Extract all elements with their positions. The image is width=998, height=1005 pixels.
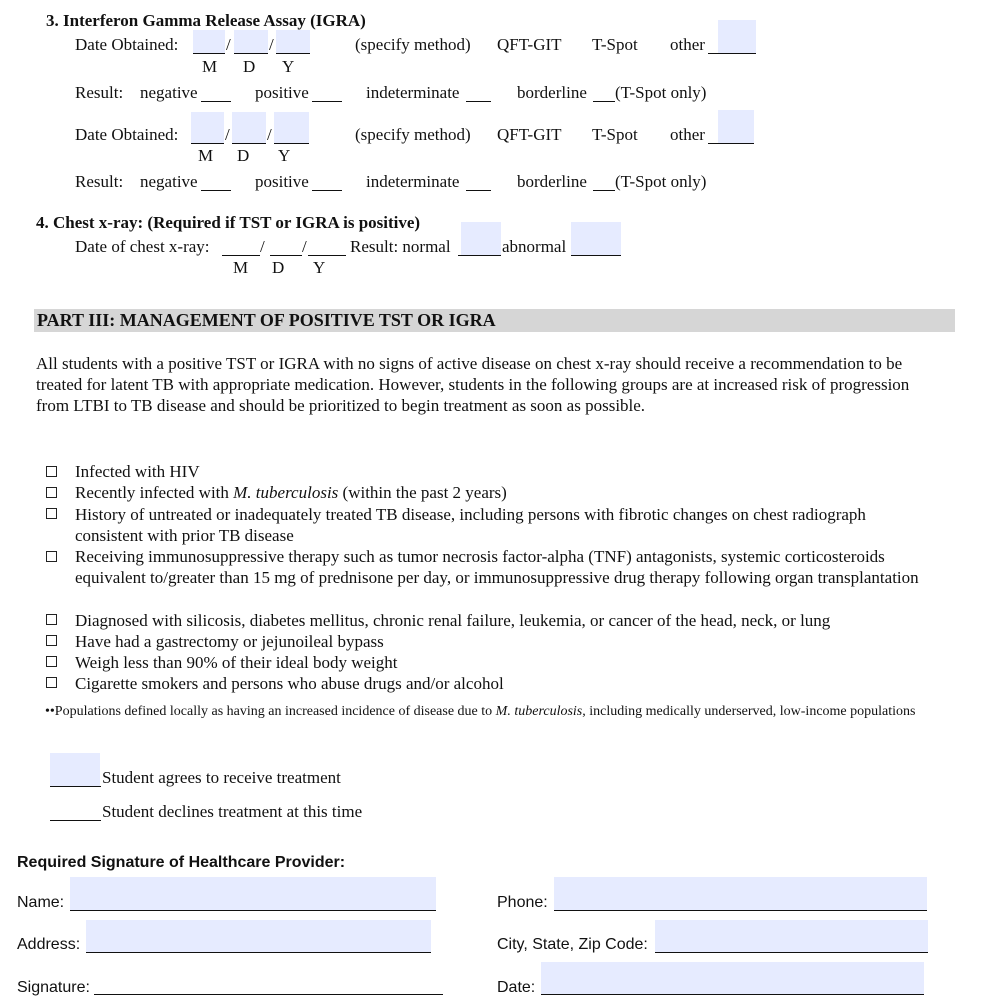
populations-footnote bbox=[45, 703, 925, 720]
xray-normal-input[interactable] bbox=[461, 222, 501, 256]
underline bbox=[234, 53, 268, 54]
other-option: other bbox=[670, 35, 705, 54]
t-spot-option: T-Spot bbox=[592, 125, 638, 144]
month-label: M bbox=[202, 57, 218, 76]
negative-blank-1[interactable] bbox=[201, 101, 231, 102]
t-spot-option: T-Spot bbox=[592, 35, 638, 54]
igra-other-method-input-2[interactable] bbox=[718, 110, 754, 144]
name-label: Name: bbox=[17, 894, 65, 911]
xray-abnormal-input[interactable] bbox=[571, 222, 621, 256]
signature-line[interactable] bbox=[94, 994, 443, 995]
year-label: Y bbox=[278, 146, 291, 165]
footnote-text: ••Populations defined locally as having an increased incidence of disease due to bbox=[45, 704, 496, 719]
date-separator: / bbox=[267, 125, 272, 144]
underline bbox=[541, 994, 924, 995]
positive-blank-2[interactable] bbox=[312, 190, 342, 191]
day-label: D bbox=[272, 258, 285, 277]
indeterminate-label: indeterminate bbox=[366, 83, 460, 102]
underline bbox=[708, 143, 754, 144]
igra-result-label-1: Result: bbox=[75, 83, 124, 102]
checkbox-smokers[interactable] bbox=[46, 677, 57, 688]
borderline-label: borderline bbox=[517, 172, 587, 191]
igra-other-method-input-1[interactable] bbox=[718, 20, 756, 54]
xray-date-label: Date of chest x-ray: bbox=[75, 237, 210, 256]
risk-item-weight: Weigh less than 90% of their ideal body weight bbox=[75, 653, 398, 672]
checkbox-immunosuppressive[interactable] bbox=[46, 551, 57, 562]
igra-date2-year-input[interactable] bbox=[274, 112, 309, 144]
igra-date2-month-input[interactable] bbox=[191, 112, 224, 144]
part3-heading: PART III: MANAGEMENT OF POSITIVE TST OR IGRA bbox=[37, 310, 496, 330]
igra-date1-month-input[interactable] bbox=[193, 30, 225, 54]
xray-year-blank[interactable] bbox=[308, 255, 346, 256]
positive-blank-1[interactable] bbox=[312, 101, 342, 102]
part3-intro-paragraph: All students with a positive TST or IGRA with no signs of active disease on chest x-ray should receive a recommendation to be treated for latent TB with appropriate medication. However, students in the following groups are at increased risk of progression from LTBI to TB disease and should be prioritized to begin treatment as soon as possible. bbox=[36, 354, 910, 415]
checkbox-gastrectomy[interactable] bbox=[46, 635, 57, 646]
underline bbox=[458, 255, 501, 256]
igra-date-label-2: Date Obtained: bbox=[75, 125, 179, 144]
checkbox-weight[interactable] bbox=[46, 656, 57, 667]
xray-abnormal-label: abnormal bbox=[502, 237, 567, 256]
underline bbox=[571, 255, 621, 256]
address-input[interactable] bbox=[86, 920, 431, 953]
igra-result-label-2: Result: bbox=[75, 172, 124, 191]
agrees-treatment-label: Student agrees to receive treatment bbox=[102, 768, 341, 787]
risk-item-text: (within the past 2 years) bbox=[338, 483, 507, 502]
borderline-label: borderline bbox=[517, 83, 587, 102]
name-input[interactable] bbox=[70, 877, 436, 911]
igra-date1-day-input[interactable] bbox=[234, 30, 268, 54]
indeterminate-label: indeterminate bbox=[366, 172, 460, 191]
underline bbox=[276, 53, 310, 54]
underline bbox=[655, 952, 928, 953]
year-label: Y bbox=[282, 57, 295, 76]
risk-item-untreated-tb: History of untreated or inadequately treated TB disease, including persons with fibrotic changes on chest radiograph consistent with prior TB disease bbox=[75, 505, 866, 545]
positive-label: positive bbox=[255, 172, 309, 191]
negative-label: negative bbox=[140, 83, 198, 102]
negative-blank-2[interactable] bbox=[201, 190, 231, 191]
year-label: Y bbox=[313, 258, 326, 277]
underline bbox=[554, 910, 927, 911]
declines-treatment-input[interactable] bbox=[50, 820, 101, 821]
footnote-text: , including medically underserved, low-income populations bbox=[582, 704, 916, 719]
signature-heading: Required Signature of Healthcare Provider: bbox=[17, 854, 346, 871]
checkbox-diagnosed[interactable] bbox=[46, 614, 57, 625]
checkbox-hiv[interactable] bbox=[46, 466, 57, 477]
risk-item-text: Recently infected with bbox=[75, 483, 234, 502]
phone-input[interactable] bbox=[554, 877, 927, 911]
agrees-treatment-input[interactable] bbox=[50, 753, 100, 787]
t-spot-only-note: (T-Spot only) bbox=[615, 172, 707, 191]
date-separator: / bbox=[269, 35, 274, 54]
underline bbox=[86, 952, 431, 953]
risk-item-immunosuppressive: Receiving immunosuppressive therapy such as tumor necrosis factor-alpha (TNF) antagonists, systemic corticosteroids equivalent to/greater than 15 mg of prednisone per day, or immunosuppressive drug therapy following organ transplantation bbox=[75, 547, 919, 587]
underline bbox=[274, 143, 309, 144]
indeterminate-blank-2[interactable] bbox=[466, 190, 491, 191]
other-option: other bbox=[670, 125, 705, 144]
underline bbox=[193, 53, 225, 54]
risk-item-recent-infection bbox=[75, 482, 955, 503]
declines-treatment-label: Student declines treatment at this time bbox=[102, 802, 363, 821]
date-separator: / bbox=[225, 125, 230, 144]
risk-item-diagnosed: Diagnosed with silicosis, diabetes mellitus, chronic renal failure, leukemia, or cancer of the head, neck, or lung bbox=[75, 611, 831, 630]
signature-label: Signature: bbox=[17, 979, 90, 996]
address-label: Address: bbox=[17, 936, 81, 953]
igra-heading: 3. Interferon Gamma Release Assay (IGRA) bbox=[46, 11, 366, 30]
igra-date1-year-input[interactable] bbox=[276, 30, 310, 54]
specify-method-label: (specify method) bbox=[355, 35, 471, 54]
month-label: M bbox=[233, 258, 249, 277]
xray-day-blank[interactable] bbox=[270, 255, 302, 256]
date-separator: / bbox=[302, 237, 307, 256]
month-label: M bbox=[198, 146, 214, 165]
xray-month-blank[interactable] bbox=[222, 255, 260, 256]
underline bbox=[50, 786, 101, 787]
risk-item-gastrectomy: Have had a gastrectomy or jejunoileal bypass bbox=[75, 632, 384, 651]
phone-label: Phone: bbox=[497, 894, 548, 911]
risk-item-smokers: Cigarette smokers and persons who abuse drugs and/or alcohol bbox=[75, 674, 504, 693]
underline bbox=[70, 910, 436, 911]
day-label: D bbox=[243, 57, 256, 76]
positive-label: positive bbox=[255, 83, 309, 102]
borderline-blank-1[interactable] bbox=[593, 101, 615, 102]
specify-method-label: (specify method) bbox=[355, 125, 471, 144]
city-state-zip-label: City, State, Zip Code: bbox=[497, 936, 648, 953]
city-state-zip-input[interactable] bbox=[655, 920, 928, 953]
chest-xray-heading: 4. Chest x-ray: (Required if TST or IGRA is positive) bbox=[36, 213, 421, 232]
xray-result-normal-label: Result: normal bbox=[350, 237, 451, 256]
organism-name: M. tuberculosis bbox=[233, 483, 339, 502]
indeterminate-blank-1[interactable] bbox=[466, 101, 491, 102]
qft-git-option: QFT-GIT bbox=[497, 35, 562, 54]
underline bbox=[708, 53, 756, 54]
date-input[interactable] bbox=[541, 962, 924, 995]
igra-date-label-1: Date Obtained: bbox=[75, 35, 179, 54]
underline bbox=[191, 143, 224, 144]
qft-git-option: QFT-GIT bbox=[497, 125, 562, 144]
checkbox-untreated-tb[interactable] bbox=[46, 508, 57, 519]
igra-date2-day-input[interactable] bbox=[232, 112, 266, 144]
negative-label: negative bbox=[140, 172, 198, 191]
organism-name: M. tuberculosis bbox=[495, 704, 583, 719]
date-label: Date: bbox=[497, 979, 536, 996]
date-separator: / bbox=[226, 35, 231, 54]
day-label: D bbox=[237, 146, 250, 165]
t-spot-only-note: (T-Spot only) bbox=[615, 83, 707, 102]
underline bbox=[232, 143, 266, 144]
borderline-blank-2[interactable] bbox=[593, 190, 615, 191]
risk-item-hiv: Infected with HIV bbox=[75, 462, 200, 481]
checkbox-recent-infection[interactable] bbox=[46, 487, 57, 498]
date-separator: / bbox=[260, 237, 265, 256]
